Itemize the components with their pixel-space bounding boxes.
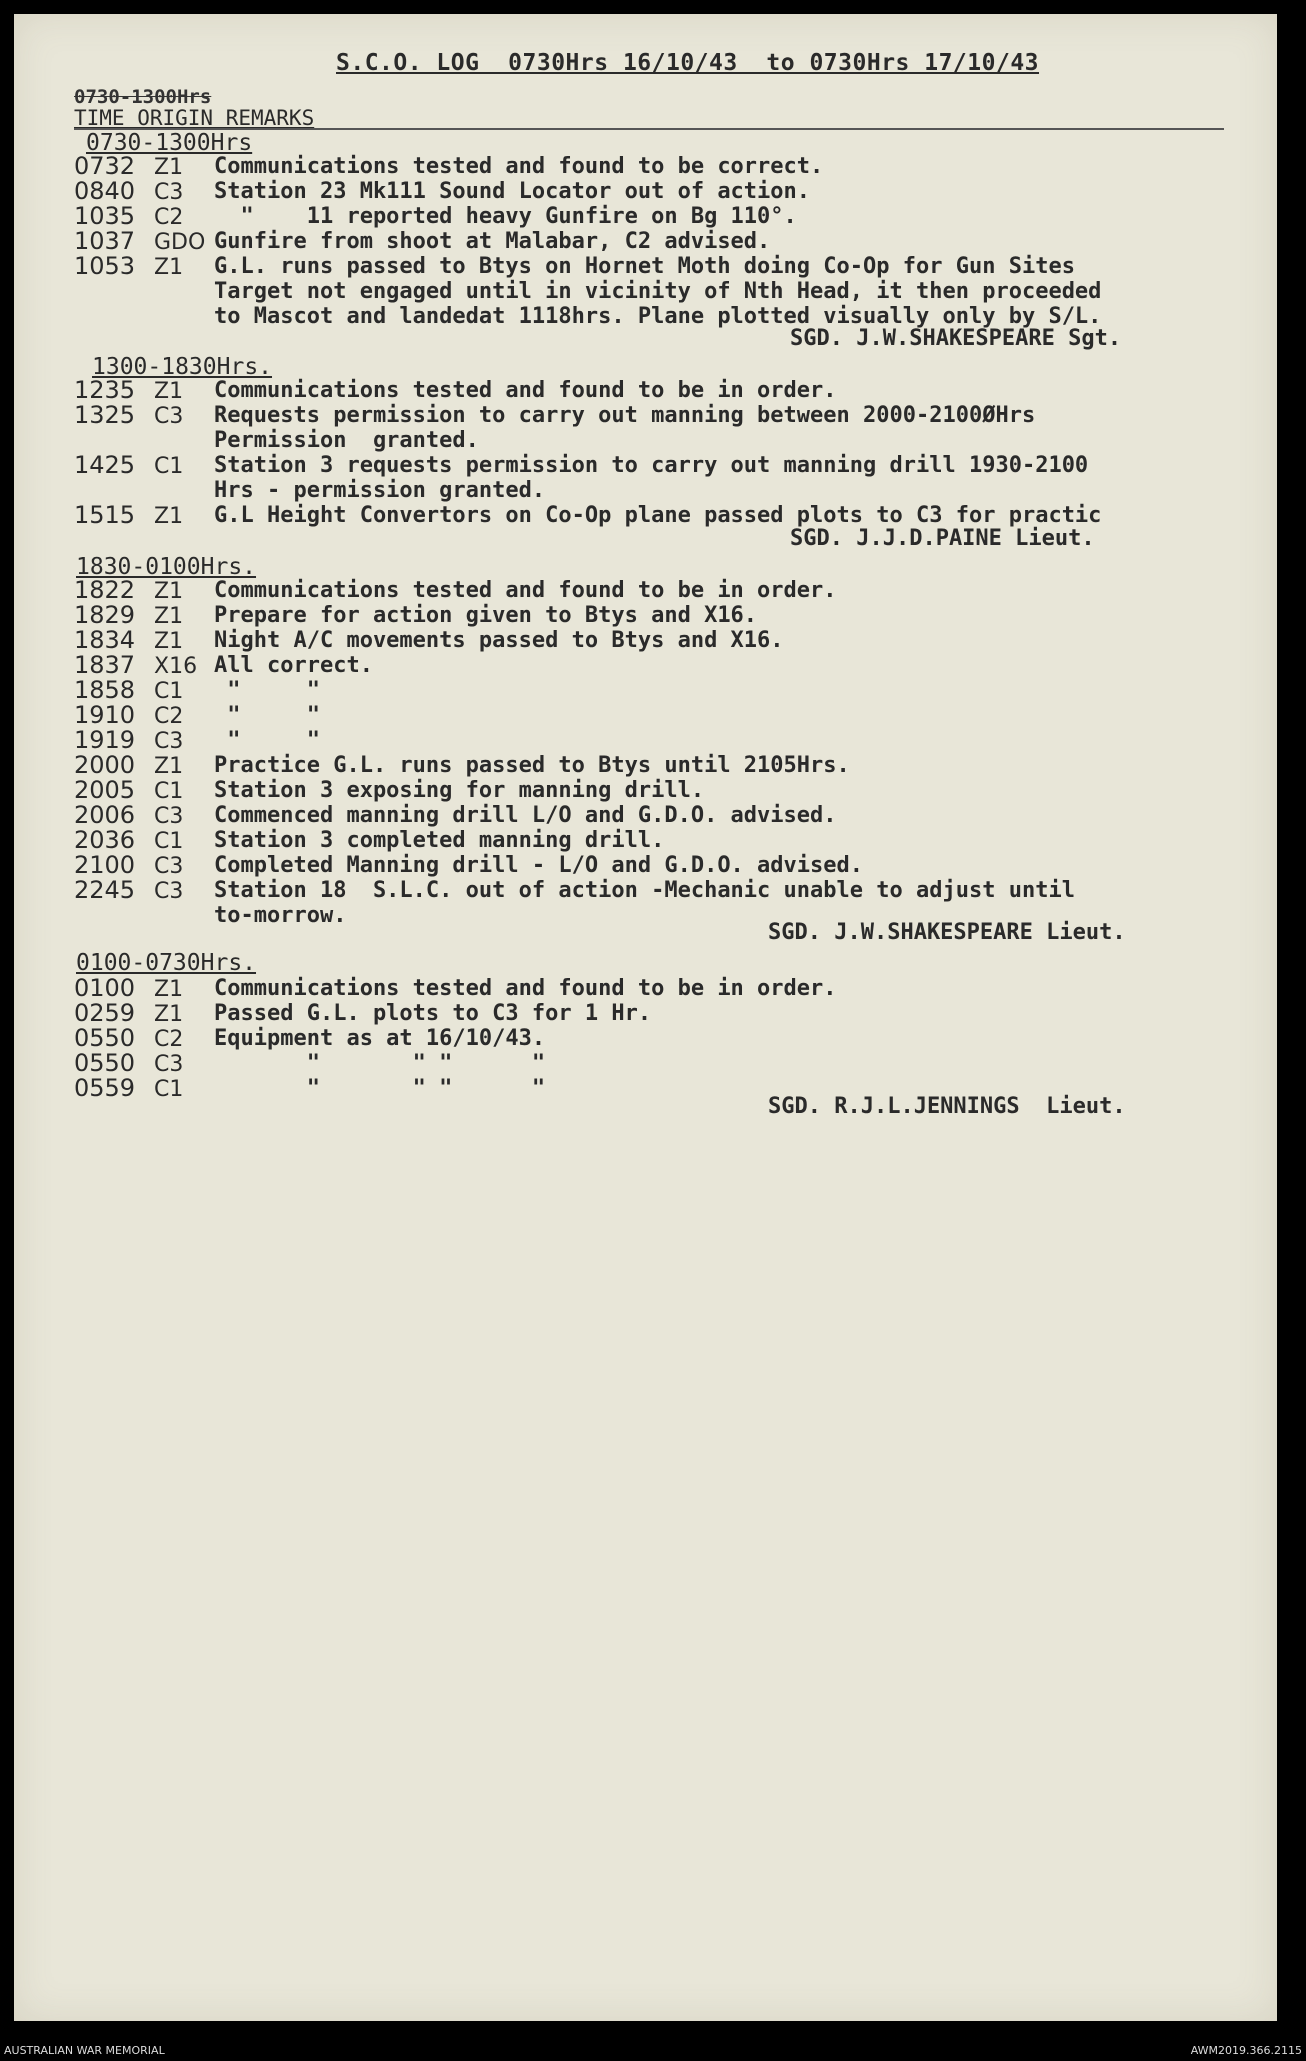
log-entry: 1919 C3 " " bbox=[74, 726, 320, 754]
log-entry: 0559 C1 " " " " bbox=[74, 1074, 546, 1102]
remarks-continuation: Target not engaged until in vicinity of Nth Head, it then proceeded bbox=[214, 279, 1102, 304]
log-entry: 1858 C1 " " bbox=[74, 676, 320, 704]
log-entry: 2100 C3 Completed Manning drill - L/O and G.D.O. advised. bbox=[74, 851, 864, 879]
footer-accession-number: AWM2019.366.2115 bbox=[1190, 2044, 1302, 2057]
section-heading: 0730-1300Hrs bbox=[86, 130, 253, 156]
log-entry: 1037 GDO Gunfire from shoot at Malabar, C2 advised. bbox=[74, 227, 771, 255]
log-entry: 1515 Z1 G.L Height Convertors on Co-Op plane passed plots to C3 for practic bbox=[74, 501, 1102, 529]
log-entry: 0550 C2 Equipment as at 16/10/43. bbox=[74, 1024, 546, 1052]
log-entry: 2000 Z1 Practice G.L. runs passed to Btys until 2105Hrs. bbox=[74, 751, 850, 779]
log-entry: 1325 C3 Requests permission to carry out manning between 2000-2100ØHrs Permission granted. bbox=[74, 401, 1036, 453]
log-entry: 2006 C3 Commenced manning drill L/O and G.D.O. advised. bbox=[74, 801, 837, 829]
log-entry: 0840 C3 Station 23 Mk111 Sound Locator out of action. bbox=[74, 177, 811, 205]
remarks-continuation: to Mascot and landedat 1118hrs. Plane plotted visually only by S/L. bbox=[214, 304, 1102, 329]
log-entry: 1053 Z1 G.L. runs passed to Btys on Hornet Moth doing Co-Op for Gun Sites bbox=[74, 252, 1075, 280]
log-entry: 0100 Z1 Communications tested and found to be in order. bbox=[74, 974, 837, 1002]
log-entry: 1822 Z1 Communications tested and found to be in order. bbox=[74, 576, 837, 604]
section-heading: 0100-0730Hrs. bbox=[76, 950, 257, 976]
signature: SGD. J.W.SHAKESPEARE Lieut. bbox=[768, 920, 1126, 945]
log-entry: 1035 C2 " 11 reported heavy Gunfire on Bg 110°. bbox=[74, 202, 797, 230]
log-entry: 0732 Z1 Communications tested and found to be correct. bbox=[74, 152, 824, 180]
log-entry: 1829 Z1 Prepare for action given to Btys and X16. bbox=[74, 601, 758, 629]
log-entry: 0259 Z1 Passed G.L. plots to C3 for 1 Hr. bbox=[74, 999, 652, 1027]
document-page bbox=[14, 14, 1277, 2021]
section-heading: 1830-0100Hrs. bbox=[76, 554, 257, 580]
signature: SGD. J.J.D.PAINE Lieut. bbox=[790, 526, 1095, 551]
log-entry: 2036 C1 Station 3 completed manning drill. bbox=[74, 826, 665, 854]
log-entry: 1235 Z1 Communications tested and found to be in order. bbox=[74, 376, 837, 404]
log-entry: 1425 C1 Station 3 requests permission to carry out manning drill 1930-2100 Hrs - permission granted. bbox=[74, 451, 1089, 503]
log-entry: 1837 X16 All correct. bbox=[74, 651, 373, 679]
log-entry: 1910 C2 " " bbox=[74, 701, 320, 729]
struck-heading: 0730-1300Hrs bbox=[74, 86, 212, 108]
log-entry: 2245 C3 Station 18 S.L.C. out of action -Mechanic unable to adjust until to-morrow. bbox=[74, 876, 1075, 928]
section-heading: 1300-1830Hrs. bbox=[92, 354, 273, 380]
footer-institution: AUSTRALIAN WAR MEMORIAL bbox=[4, 2044, 165, 2057]
log-entry: 1834 Z1 Night A/C movements passed to Btys and X16. bbox=[74, 626, 784, 654]
log-entry: 0550 C3 " " " " bbox=[74, 1049, 546, 1077]
log-entry: 2005 C1 Station 3 exposing for manning drill. bbox=[74, 776, 705, 804]
column-headers: TIME ORIGIN REMARKS bbox=[74, 106, 315, 130]
signature: SGD. R.J.L.JENNINGS Lieut. bbox=[768, 1094, 1126, 1119]
signature: SGD. J.W.SHAKESPEARE Sgt. bbox=[790, 326, 1122, 351]
log-title: S.C.O. LOG 0730Hrs 16/10/43 to 0730Hrs 17/10/43 bbox=[336, 50, 1040, 76]
